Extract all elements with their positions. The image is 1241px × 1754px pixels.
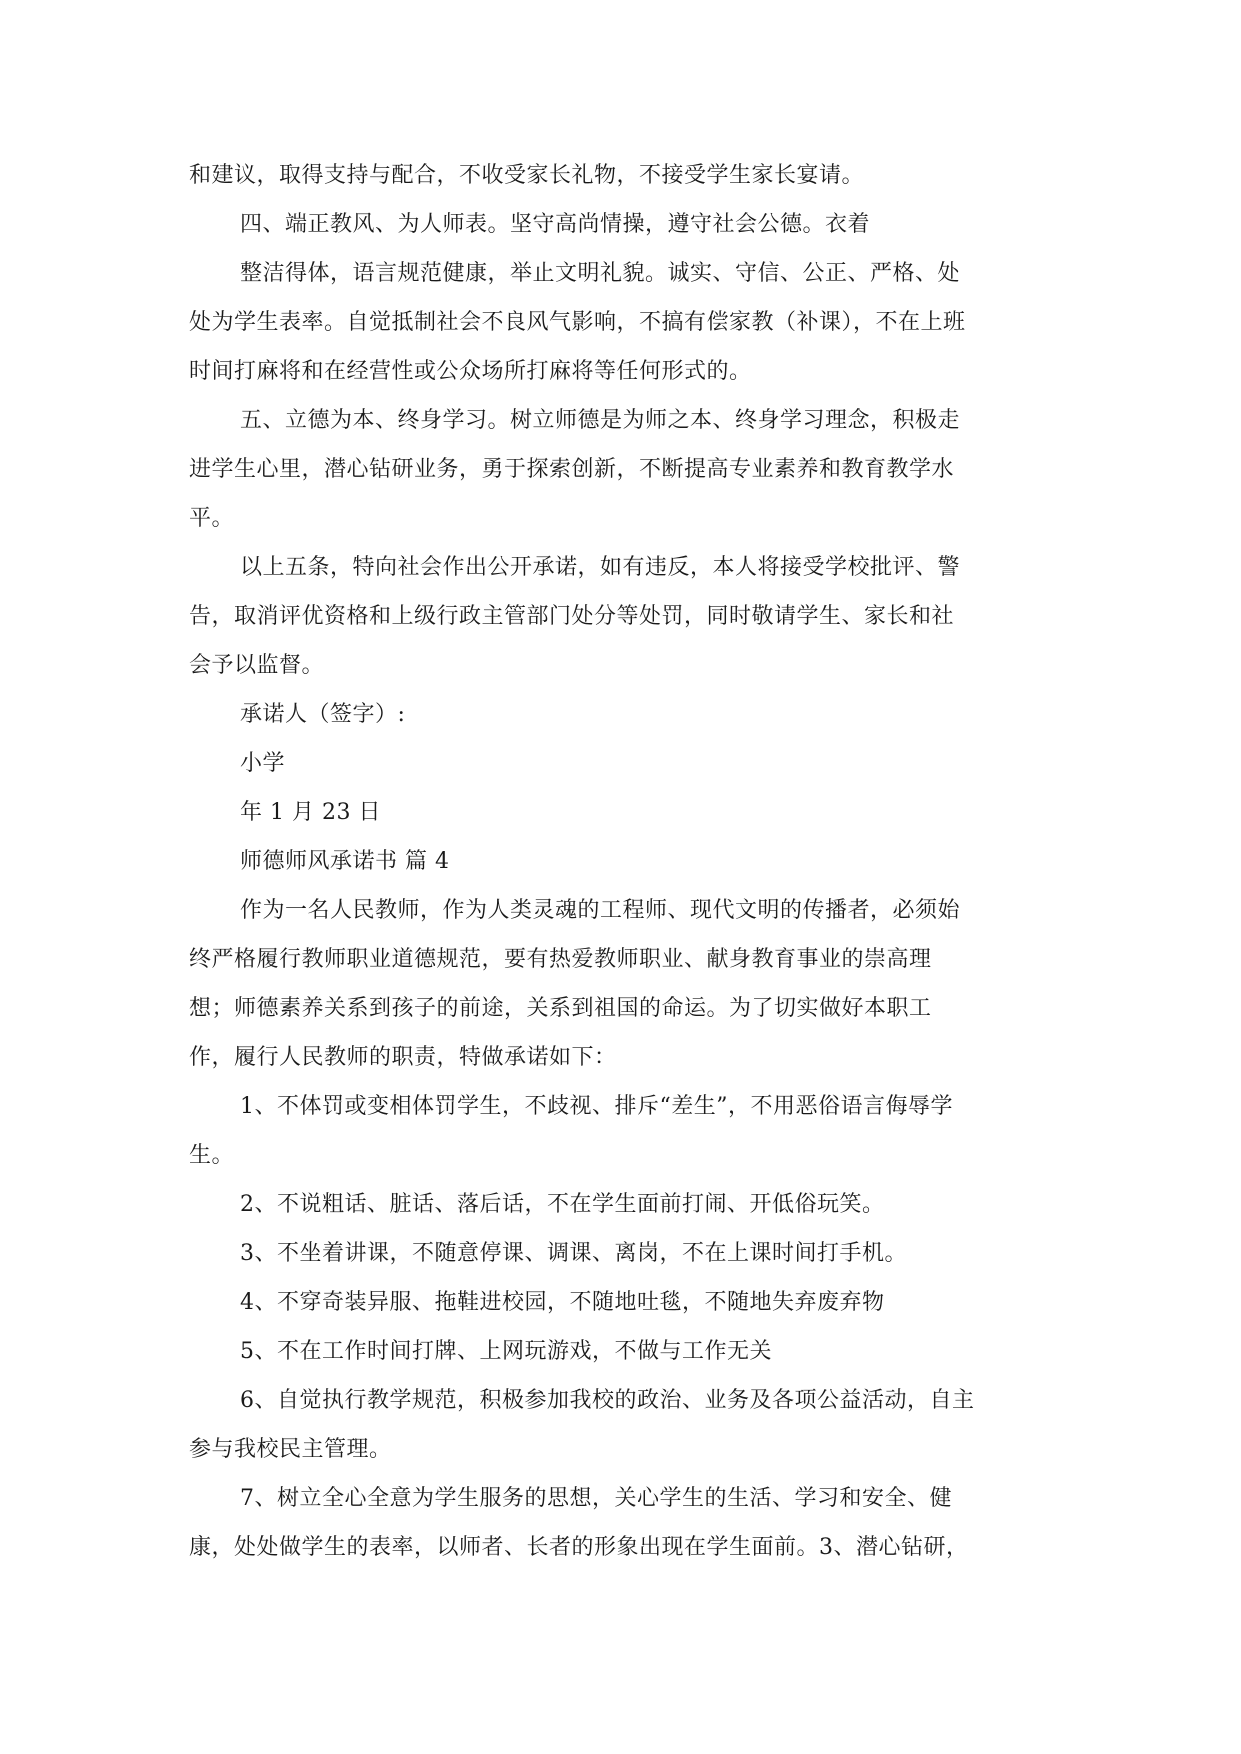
signature-label: 承诺人（签字）: bbox=[240, 702, 406, 727]
text-line: 以上五条，特向社会作出公开承诺，如有违反，本人将接受学校批评、警 bbox=[240, 555, 961, 580]
text-line: 作，履行人民教师的职责，特做承诺如下： bbox=[189, 1045, 617, 1070]
text-line: 参与我校民主管理。 bbox=[189, 1437, 392, 1462]
text-line: 时间打麻将和在经营性或公众场所打麻将等任何形式的。 bbox=[189, 359, 752, 384]
list-item: 3、不坐着讲课，不随意停课、调课、离岗，不在上课时间打手机。 bbox=[240, 1241, 907, 1266]
list-item: 5、不在工作时间打牌、上网玩游戏，不做与工作无关 bbox=[240, 1339, 772, 1364]
text-line: 进学生心里，潜心钻研业务，勇于探索创新，不断提高专业素养和教育教学水 bbox=[189, 457, 955, 482]
text-line: 作为一名人民教师，作为人类灵魂的工程师、现代文明的传播者，必须始 bbox=[240, 898, 961, 923]
list-item: 6、自觉执行教学规范，积极参加我校的政治、业务及各项公益活动，自主 bbox=[240, 1388, 975, 1413]
text-line: 四、端正教风、为人师表。坚守高尚情操，遵守社会公德。衣着 bbox=[240, 212, 871, 237]
school-label: 小学 bbox=[240, 751, 286, 776]
text-line: 整洁得体，语言规范健康，举止文明礼貌。诚实、守信、公正、严格、处 bbox=[240, 261, 961, 286]
text-line: 告，取消评优资格和上级行政主管部门处分等处罚，同时敬请学生、家长和社 bbox=[189, 604, 955, 629]
list-item: 4、不穿奇装异服、拖鞋进校园，不随地吐毯，不随地失弃废弃物 bbox=[240, 1290, 885, 1315]
text-line: 想；师德素养关系到孩子的前途，关系到祖国的命运。为了切实做好本职工 bbox=[189, 996, 932, 1021]
list-item: 7、树立全心全意为学生服务的思想，关心学生的生活、学习和安全、健 bbox=[240, 1486, 952, 1511]
text-line: 会予以监督。 bbox=[189, 653, 325, 678]
text-line: 处为学生表率。自觉抵制社会不良风气影响，不搞有偿家教（补课），不在上班 bbox=[189, 310, 966, 335]
section-heading: 师德师风承诺书 篇 4 bbox=[240, 849, 450, 874]
text-line: 康，处处做学生的表率，以师者、长者的形象出现在学生面前。3、潜心钻研， bbox=[189, 1535, 969, 1560]
text-line: 和建议，取得支持与配合，不收受家长礼物，不接受学生家长宴请。 bbox=[189, 163, 865, 188]
date-line: 年 1 月 23 日 bbox=[240, 800, 381, 825]
text-line: 五、立德为本、终身学习。树立师德是为师之本、终身学习理念，积极走 bbox=[240, 408, 961, 433]
text-line: 平。 bbox=[189, 506, 235, 531]
text-line: 终严格履行教师职业道德规范，要有热爱教师职业、献身教育事业的崇高理 bbox=[189, 947, 932, 972]
list-item: 1、不体罚或变相体罚学生，不歧视、排斥“差生”，不用恶俗语言侮辱学 bbox=[240, 1094, 953, 1119]
list-item: 2、不说粗话、脏话、落后话，不在学生面前打闹、开低俗玩笑。 bbox=[240, 1192, 885, 1217]
text-line: 生。 bbox=[189, 1143, 235, 1168]
